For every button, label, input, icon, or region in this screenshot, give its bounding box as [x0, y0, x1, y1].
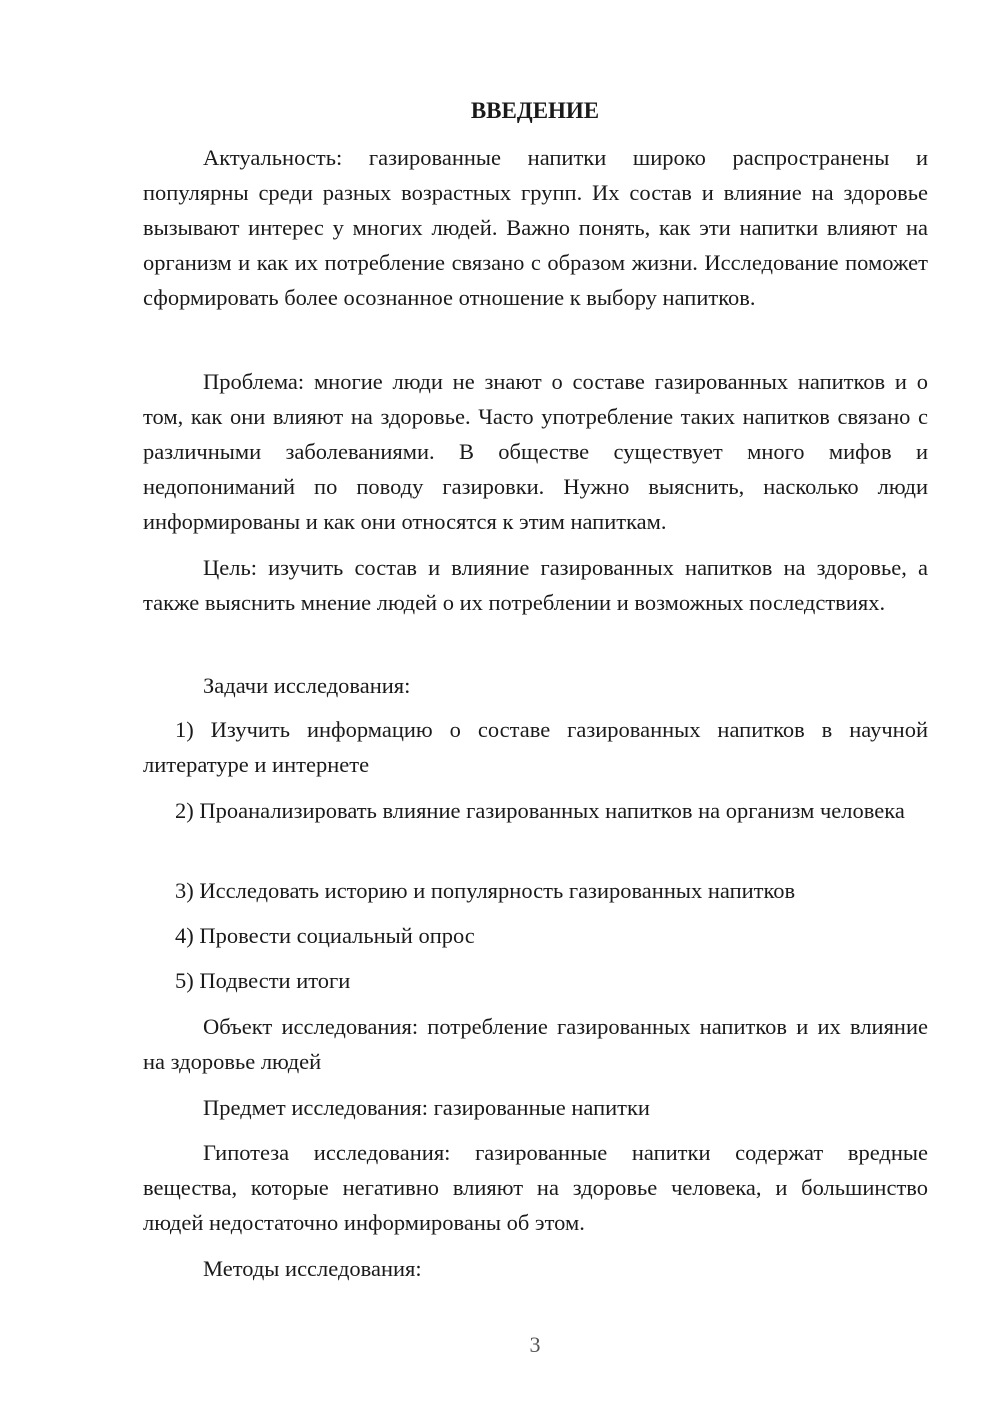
paragraph-subject: Предмет исследования: газированные напитки: [203, 1095, 650, 1120]
page-number: 3: [529, 1332, 541, 1357]
tasks-heading: Задачи исследования:: [203, 673, 411, 698]
paragraph-goal: Цель: изучить состав и влияние газированных напитков на здоровье, а также выяснить мнение людей о их потреблении и возможных последствиях.: [143, 555, 928, 615]
paragraph-hypothesis: Гипотеза исследования: газированные напитки содержат вредные вещества, которые негативно влияют на здоровье человека, и большинство людей недостаточно информированы об этом.: [143, 1140, 928, 1235]
paragraph-relevance: Актуальность: газированные напитки широко распространены и популярны среди разных возрастных групп. Их состав и влияние на здоровье вызывают интерес у многих людей. Важно понять, как эти напитки влияют на организм и как их потребление связано с образом жизни. Исследование поможет сформировать более осознанное отношение к выбору напитков.: [143, 145, 928, 310]
task-item-1: 1) Изучить информацию о составе газированных напитков в научной литературе и интернете: [143, 717, 928, 777]
page-title: ВВЕДЕНИЕ: [470, 98, 600, 123]
paragraph-problem: Проблема: многие люди не знают о составе газированных напитков и о том, как они влияют на здоровье. Часто употребление таких напитков связано с различными заболеваниями. В обществе существует много мифов и недопониманий по поводу газировки. Нужно выяснить, насколько люди информированы и как они относятся к этим напиткам.: [143, 369, 928, 534]
methods-heading: Методы исследования:: [203, 1256, 422, 1281]
task-item-2: 2) Проанализировать влияние газированных напитков на организм человека: [175, 798, 905, 823]
paragraph-object: Объект исследования: потребление газированных напитков и их влияние на здоровье людей: [143, 1014, 928, 1074]
task-item-3: 3) Исследовать историю и популярность газированных напитков: [175, 878, 796, 903]
task-item-5: 5) Подвести итоги: [175, 968, 351, 993]
task-item-4: 4) Провести социальный опрос: [175, 923, 475, 948]
